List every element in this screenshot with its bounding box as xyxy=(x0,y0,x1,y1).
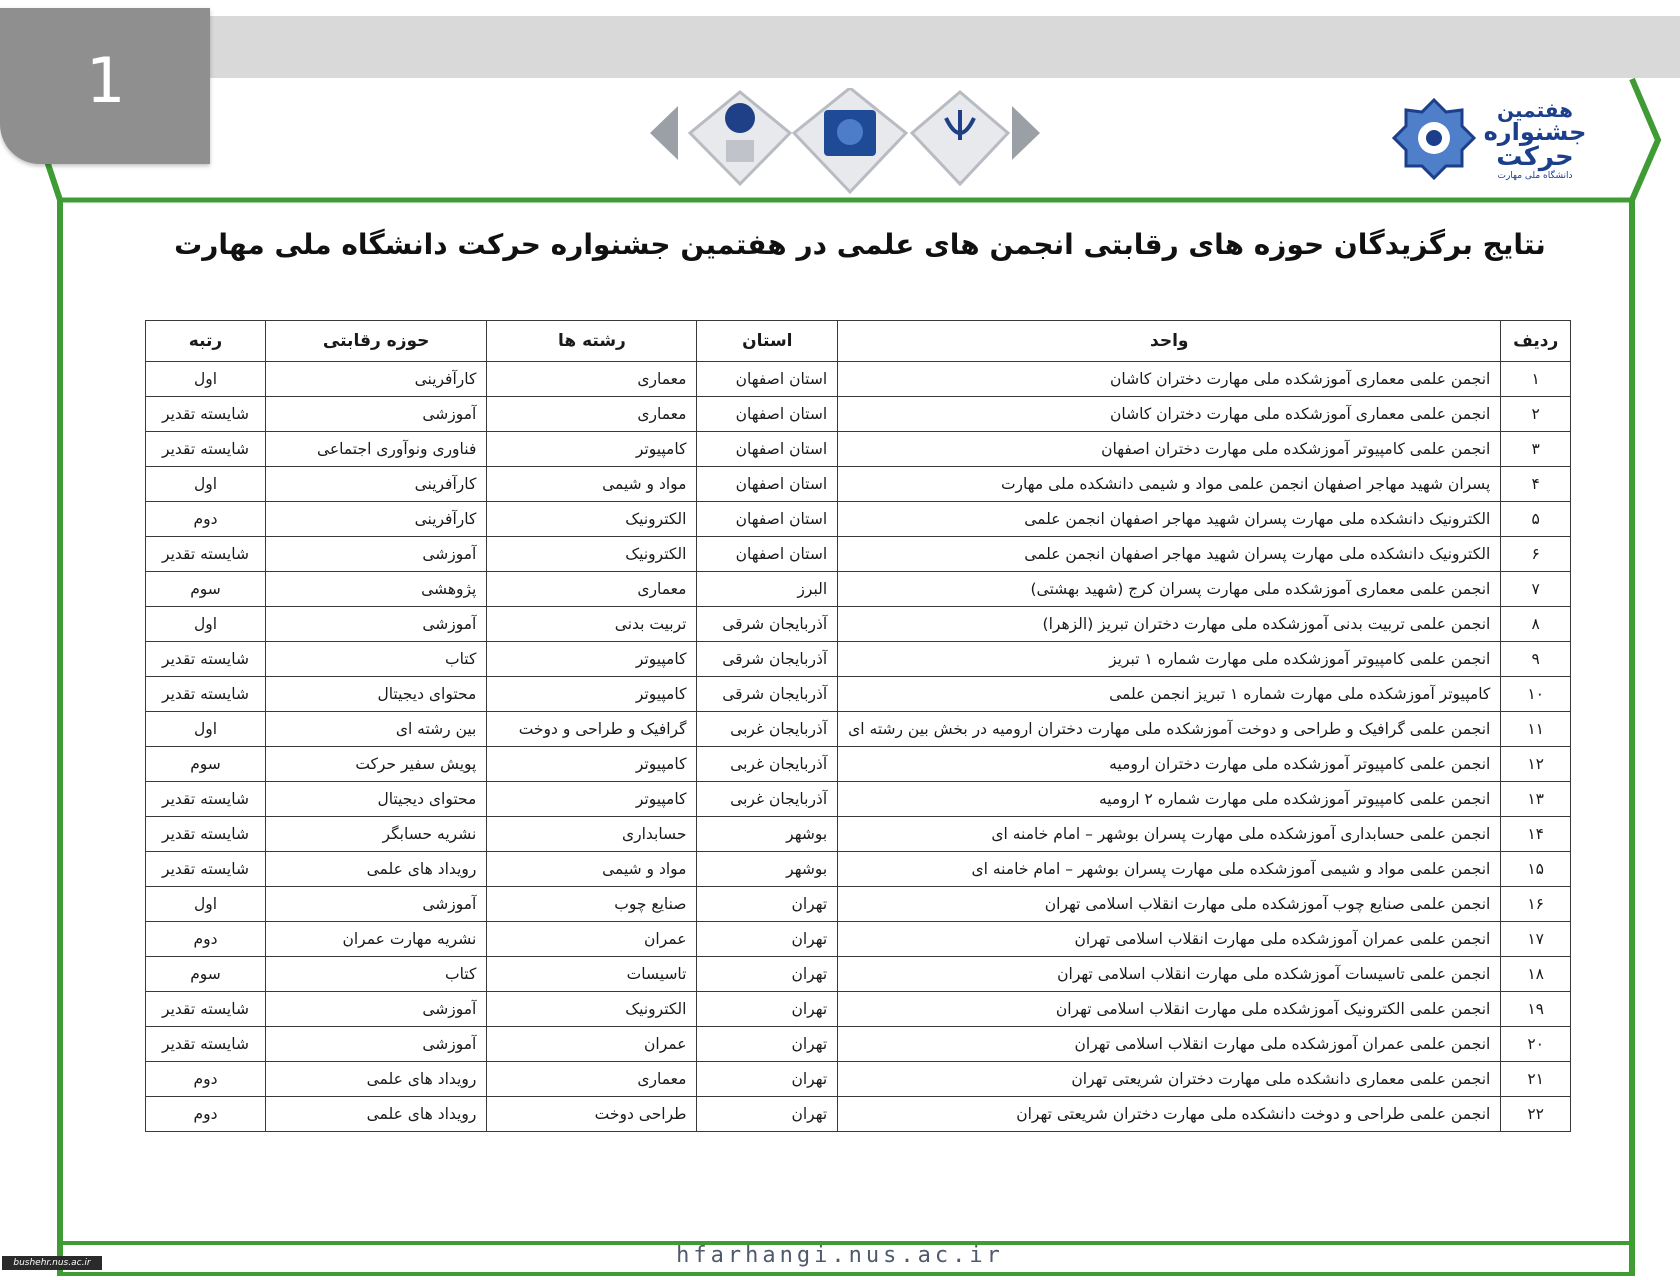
cell-ostan: آذربایجان غربی xyxy=(697,782,838,817)
cell-ostan: آذربایجان غربی xyxy=(697,712,838,747)
cell-rotbeh: شایسته تقدیر xyxy=(146,677,266,712)
table-row xyxy=(146,467,1571,502)
header-vahed: واحد xyxy=(838,321,1501,362)
cell-rotbeh: شایسته تقدیر xyxy=(146,782,266,817)
source-watermark: bushehr.nus.ac.ir xyxy=(2,1256,102,1270)
header-hozeh: حوزه رقابتی xyxy=(265,321,486,362)
header-radif: ردیف xyxy=(1501,321,1571,362)
cell-ostan: استان اصفهان xyxy=(697,502,838,537)
cell-reshte: الکترونیک xyxy=(487,537,697,572)
cell-reshte: تربیت بدنی xyxy=(487,607,697,642)
table-row xyxy=(146,502,1571,537)
table-row xyxy=(146,642,1571,677)
cell-ostan: تهران xyxy=(697,1027,838,1062)
cell-hozeh: کارآفرینی xyxy=(265,502,486,537)
cell-hozeh: رویداد های علمی xyxy=(265,852,486,887)
cell-rotbeh: سوم xyxy=(146,747,266,782)
cell-rotbeh: اول xyxy=(146,362,266,397)
brand-line-3: حرکت xyxy=(1496,142,1574,172)
cell-reshte: عمران xyxy=(487,922,697,957)
cell-ostan: تهران xyxy=(697,1097,838,1132)
cell-radif: ۵ xyxy=(1501,502,1571,537)
celebration-logo xyxy=(690,92,790,184)
cell-hozeh: محتوای دیجیتال xyxy=(265,782,486,817)
document-title: نتایج برگزیدگان حوزه های رقابتی انجمن های علمی در هفتمین جشنواره حرکت دانشگاه ملی مهارت xyxy=(174,228,1546,261)
cell-reshte: کامپیوتر xyxy=(487,642,697,677)
cell-reshte: گرافیک و طراحی و دوخت xyxy=(487,712,697,747)
cell-reshte: کامپیوتر xyxy=(487,782,697,817)
header-rotbeh: رتبه xyxy=(146,321,266,362)
cell-radif: ۱۸ xyxy=(1501,957,1571,992)
brand-line-2: جشنواره xyxy=(1483,118,1587,146)
cell-ostan: تهران xyxy=(697,1062,838,1097)
cell-vahed: الکترونیک دانشکده ملی مهارت پسران شهید مهاجر اصفهان انجمن علمی xyxy=(838,537,1501,572)
cell-hozeh: آموزشی xyxy=(265,1027,486,1062)
festival-brand-logo xyxy=(1390,96,1478,184)
table-row xyxy=(146,922,1571,957)
cell-radif: ۲۲ xyxy=(1501,1097,1571,1132)
cell-radif: ۱۰ xyxy=(1501,677,1571,712)
cell-reshte: معماری xyxy=(487,1062,697,1097)
cell-hozeh: فناوری ونوآوری اجتماعی xyxy=(265,432,486,467)
cell-reshte: طراحی دوخت xyxy=(487,1097,697,1132)
cell-rotbeh: اول xyxy=(146,887,266,922)
cell-hozeh: کارآفرینی xyxy=(265,362,486,397)
cell-ostan: استان اصفهان xyxy=(697,467,838,502)
cell-vahed: انجمن علمی کامپیوتر آموزشکده ملی مهارت دختران اصفهان xyxy=(838,432,1501,467)
cell-reshte: حسابداری xyxy=(487,817,697,852)
table-row xyxy=(146,782,1571,817)
cell-hozeh: کتاب xyxy=(265,642,486,677)
cell-rotbeh: شایسته تقدیر xyxy=(146,537,266,572)
cell-vahed: انجمن علمی تربیت بدنی آموزشکده ملی مهارت دختران تبریز (الزهرا) xyxy=(838,607,1501,642)
cell-rotbeh: شایسته تقدیر xyxy=(146,642,266,677)
cell-vahed: الکترونیک دانشکده ملی مهارت پسران شهید مهاجر اصفهان انجمن علمی xyxy=(838,502,1501,537)
cell-hozeh: پژوهشی xyxy=(265,572,486,607)
cell-vahed: انجمن علمی معماری آموزشکده ملی مهارت دختران کاشان xyxy=(838,362,1501,397)
cell-vahed: انجمن علمی کامپیوتر آموزشکده ملی مهارت دختران ارومیه xyxy=(838,747,1501,782)
cell-hozeh: آموزشی xyxy=(265,607,486,642)
cell-hozeh: آموزشی xyxy=(265,887,486,922)
table-header-row xyxy=(146,321,1571,362)
cell-rotbeh: دوم xyxy=(146,502,266,537)
cell-radif: ۶ xyxy=(1501,537,1571,572)
cell-ostan: تهران xyxy=(697,922,838,957)
table-row xyxy=(146,432,1571,467)
cell-reshte: معماری xyxy=(487,362,697,397)
header-ostan: استان xyxy=(697,321,838,362)
cell-rotbeh: شایسته تقدیر xyxy=(146,397,266,432)
cell-rotbeh: سوم xyxy=(146,957,266,992)
table-row xyxy=(146,1097,1571,1132)
cell-ostan: البرز xyxy=(697,572,838,607)
cell-radif: ۴ xyxy=(1501,467,1571,502)
cell-reshte: کامپیوتر xyxy=(487,747,697,782)
cell-hozeh: محتوای دیجیتال xyxy=(265,677,486,712)
cell-radif: ۹ xyxy=(1501,642,1571,677)
cell-radif: ۲ xyxy=(1501,397,1571,432)
cell-hozeh: رویداد های علمی xyxy=(265,1097,486,1132)
table-row xyxy=(146,852,1571,887)
cell-radif: ۱ xyxy=(1501,362,1571,397)
cell-rotbeh: سوم xyxy=(146,572,266,607)
cell-reshte: الکترونیک xyxy=(487,502,697,537)
cell-vahed: انجمن علمی معماری آموزشکده ملی مهارت پسران کرج (شهید بهشتی) xyxy=(838,572,1501,607)
cell-reshte: صنایع چوب xyxy=(487,887,697,922)
cell-radif: ۸ xyxy=(1501,607,1571,642)
cell-vahed: انجمن علمی طراحی و دوخت دانشکده ملی مهارت دختران شریعتی تهران xyxy=(838,1097,1501,1132)
table-row xyxy=(146,992,1571,1027)
cell-vahed: انجمن علمی مواد و شیمی آموزشکده ملی مهارت پسران بوشهر – امام خامنه ای xyxy=(838,852,1501,887)
cell-radif: ۱۶ xyxy=(1501,887,1571,922)
brand-line-4: دانشگاه ملی مهارت xyxy=(1497,171,1573,181)
table-row xyxy=(146,747,1571,782)
cell-vahed: انجمن علمی گرافیک و طراحی و دوخت آموزشکده ملی مهارت دختران ارومیه در بخش بین رشته ای xyxy=(838,712,1501,747)
cell-reshte: معماری xyxy=(487,572,697,607)
cell-reshte: الکترونیک xyxy=(487,992,697,1027)
brand-line-1: هفتمین xyxy=(1497,98,1573,122)
table-row xyxy=(146,1062,1571,1097)
table-row xyxy=(146,607,1571,642)
cell-vahed: انجمن علمی الکترونیک آموزشکده ملی مهارت انقلاب اسلامی تهران xyxy=(838,992,1501,1027)
cell-radif: ۷ xyxy=(1501,572,1571,607)
cell-rotbeh: شایسته تقدیر xyxy=(146,817,266,852)
skills-university-logo xyxy=(794,88,906,192)
cell-vahed: انجمن علمی کامپیوتر آموزشکده ملی مهارت شماره ۲ ارومیه xyxy=(838,782,1501,817)
cell-rotbeh: شایسته تقدیر xyxy=(146,1027,266,1062)
cell-rotbeh: اول xyxy=(146,607,266,642)
table-row xyxy=(146,817,1571,852)
table-row xyxy=(146,712,1571,747)
festival-brand-wordmark xyxy=(1480,100,1590,181)
cell-reshte: عمران xyxy=(487,1027,697,1062)
cell-vahed: انجمن علمی معماری آموزشکده ملی مهارت دختران کاشان xyxy=(838,397,1501,432)
cell-radif: ۱۵ xyxy=(1501,852,1571,887)
cell-ostan: استان اصفهان xyxy=(697,397,838,432)
cell-vahed: انجمن علمی صنایع چوب آموزشکده ملی مهارت انقلاب اسلامی تهران xyxy=(838,887,1501,922)
results-table xyxy=(145,320,1571,1132)
cell-vahed: انجمن علمی عمران آموزشکده ملی مهارت انقلاب اسلامی تهران xyxy=(838,1027,1501,1062)
cell-rotbeh: شایسته تقدیر xyxy=(146,992,266,1027)
cell-ostan: استان اصفهان xyxy=(697,432,838,467)
cell-radif: ۱۳ xyxy=(1501,782,1571,817)
page-badge xyxy=(0,8,210,164)
cell-radif: ۱۲ xyxy=(1501,747,1571,782)
cell-hozeh: آموزشی xyxy=(265,537,486,572)
cell-radif: ۱۷ xyxy=(1501,922,1571,957)
table-row xyxy=(146,572,1571,607)
page-number: 1 xyxy=(86,44,126,117)
cell-hozeh: بین رشته ای xyxy=(265,712,486,747)
cell-hozeh: پویش سفیر حرکت xyxy=(265,747,486,782)
cell-hozeh: رویداد های علمی xyxy=(265,1062,486,1097)
cell-ostan: تهران xyxy=(697,957,838,992)
cell-ostan: بوشهر xyxy=(697,852,838,887)
cell-radif: ۳ xyxy=(1501,432,1571,467)
header-reshte: رشته ها xyxy=(487,321,697,362)
cell-ostan: بوشهر xyxy=(697,817,838,852)
cell-vahed: انجمن علمی حسابداری آموزشکده ملی مهارت پسران بوشهر – امام خامنه ای xyxy=(838,817,1501,852)
cell-hozeh: آموزشی xyxy=(265,397,486,432)
cell-reshte: کامپیوتر xyxy=(487,677,697,712)
table-body xyxy=(146,362,1571,1132)
cell-radif: ۱۱ xyxy=(1501,712,1571,747)
cell-reshte: معماری xyxy=(487,397,697,432)
cell-radif: ۲۰ xyxy=(1501,1027,1571,1062)
cell-vahed: انجمن علمی کامپیوتر آموزشکده ملی مهارت شماره ۱ تبریز xyxy=(838,642,1501,677)
cell-rotbeh: دوم xyxy=(146,1097,266,1132)
cell-ostan: استان اصفهان xyxy=(697,362,838,397)
cell-rotbeh: دوم xyxy=(146,922,266,957)
cell-radif: ۱۴ xyxy=(1501,817,1571,852)
cell-reshte: مواد و شیمی xyxy=(487,467,697,502)
table-row xyxy=(146,957,1571,992)
cell-vahed: انجمن علمی عمران آموزشکده ملی مهارت انقلاب اسلامی تهران xyxy=(838,922,1501,957)
cell-reshte: مواد و شیمی xyxy=(487,852,697,887)
table-row xyxy=(146,362,1571,397)
cell-ostan: استان اصفهان xyxy=(697,537,838,572)
cell-vahed: انجمن علمی معماری دانشکده ملی مهارت دختران شریعتی تهران xyxy=(838,1062,1501,1097)
cell-ostan: آذربایجان شرقی xyxy=(697,642,838,677)
cell-rotbeh: شایسته تقدیر xyxy=(146,852,266,887)
cell-ostan: آذربایجان شرقی xyxy=(697,607,838,642)
cell-reshte: کامپیوتر xyxy=(487,432,697,467)
cell-hozeh: آموزشی xyxy=(265,992,486,1027)
cell-hozeh: نشریه مهارت عمران xyxy=(265,922,486,957)
cell-hozeh: کارآفرینی xyxy=(265,467,486,502)
footer-url: hfarhangi.nus.ac.ir xyxy=(676,1243,1004,1268)
cell-vahed: انجمن علمی تاسیسات آموزشکده ملی مهارت انقلاب اسلامی تهران xyxy=(838,957,1501,992)
cell-ostan: آذربایجان شرقی xyxy=(697,677,838,712)
table-row xyxy=(146,537,1571,572)
cell-rotbeh: دوم xyxy=(146,1062,266,1097)
cell-vahed: کامپیوتر آموزشکده ملی مهارت شماره ۱ تبریز انجمن علمی xyxy=(838,677,1501,712)
cell-rotbeh: اول xyxy=(146,712,266,747)
cell-radif: ۲۱ xyxy=(1501,1062,1571,1097)
cell-hozeh: کتاب xyxy=(265,957,486,992)
cell-vahed: پسران شهید مهاجر اصفهان انجمن علمی مواد و شیمی دانشکده ملی مهارت xyxy=(838,467,1501,502)
cell-rotbeh: اول xyxy=(146,467,266,502)
table-row xyxy=(146,887,1571,922)
cell-ostan: تهران xyxy=(697,992,838,1027)
emblem-logo xyxy=(912,92,1008,184)
cell-hozeh: نشریه حسابگر xyxy=(265,817,486,852)
cell-radif: ۱۹ xyxy=(1501,992,1571,1027)
cell-ostan: تهران xyxy=(697,887,838,922)
cell-ostan: آذربایجان غربی xyxy=(697,747,838,782)
table-row xyxy=(146,677,1571,712)
table-row xyxy=(146,397,1571,432)
cell-reshte: تاسیسات xyxy=(487,957,697,992)
partner-logos xyxy=(650,88,1040,198)
table-row xyxy=(146,1027,1571,1062)
cell-rotbeh: شایسته تقدیر xyxy=(146,432,266,467)
